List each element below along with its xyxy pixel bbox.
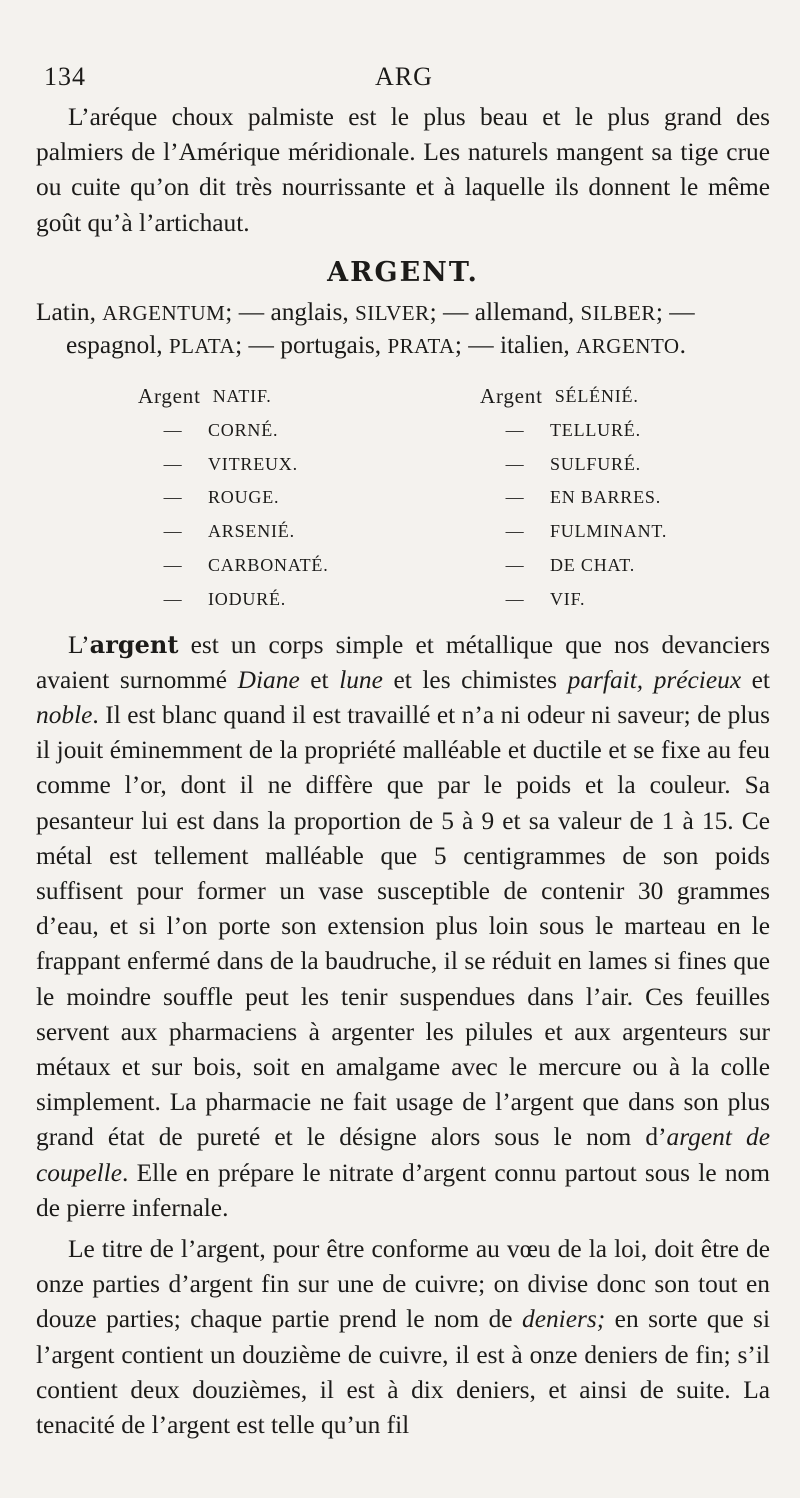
variety-name: DE CHAT. — [550, 555, 636, 575]
variety-name: VITREUX. — [208, 453, 298, 474]
italic-deniers: deniers; — [522, 1305, 606, 1334]
text-run: en sorte que si l’argent contient un douzième de cuivre, il est à onze deniers de fin; s’il contient deux douzièmes, il est à dix deniers, et ainsi de suite. La tenacité de l’argent est telle qu’un fil — [36, 1305, 770, 1440]
variety-row — [36, 549, 398, 583]
text-run: et les chimistes — [382, 665, 568, 694]
ditto-dash: — — [163, 453, 183, 474]
variety-row — [408, 448, 770, 482]
page-number: 134 — [44, 62, 86, 91]
page-header — [44, 62, 764, 92]
latin-name: ARGENTUM — [102, 301, 226, 326]
varieties-table — [36, 380, 770, 617]
main-paragraph — [36, 627, 770, 1226]
ditto-dash: — — [163, 555, 183, 575]
variety-row — [36, 515, 398, 549]
variety-name: SÉLÉNIÉ. — [554, 386, 639, 407]
variety-row — [408, 515, 770, 549]
spanish-name: PLATA — [168, 334, 236, 359]
variety-row — [36, 481, 398, 515]
names-line-1: Latin, ARGENTUM; — anglais, SILVER; — allemand, SILBER; — — [36, 298, 695, 327]
running-title: ARG — [375, 62, 433, 91]
entry-heading: ARGENT. — [327, 256, 479, 288]
variety-row — [36, 414, 398, 448]
variety-name: NATIF. — [212, 386, 272, 407]
italic-diane: Diane — [237, 665, 300, 694]
variety-name: SULFURÉ. — [550, 453, 641, 474]
variety-row — [408, 380, 770, 414]
variety-row — [408, 481, 770, 515]
names-line-2: espagnol, PLATA; — portugais, PRATA; — italien, ARGENTO. — [66, 331, 686, 360]
espagnol-word: espagnol — [66, 331, 157, 360]
page-body — [36, 100, 770, 1443]
variety-row — [36, 448, 398, 482]
latin-word: Latin — [36, 298, 90, 327]
ditto-dash: — — [505, 453, 525, 474]
variety-name: ROUGE. — [208, 487, 280, 508]
variety-name: FULMINANT. — [550, 521, 668, 542]
ditto-dash: — — [505, 555, 525, 575]
variety-name: TELLURÉ. — [550, 419, 641, 440]
variety-name: IODURÉ. — [208, 588, 287, 609]
varieties-left-column — [36, 380, 398, 617]
ditto-dash: — — [163, 487, 183, 508]
variety-head-word: Argent — [480, 384, 543, 409]
text-run: et — [741, 665, 770, 694]
english-name: SILVER — [355, 301, 430, 326]
anglais-word: anglais — [270, 298, 343, 327]
italian-name: ARGENTO — [576, 334, 680, 359]
italic-parfait: parfait, précieux — [567, 665, 742, 694]
language-names — [36, 296, 770, 362]
variety-name: EN BARRES. — [550, 487, 662, 508]
text-run: est un corps simple et métallique que nos devanciers avaient surnommé — [36, 630, 770, 694]
variety-row — [36, 583, 398, 617]
variety-name: CARBONATÉ. — [208, 555, 329, 575]
varieties-right-column — [408, 380, 770, 617]
ditto-dash: — — [505, 487, 525, 508]
portuguese-name: PRATA — [387, 334, 455, 359]
ditto-dash: — — [163, 521, 183, 542]
text-run: Le titre de l’argent, pour être conforme au vœu de la loi, doit être de onze parties d’argent fin sur une de cuivre; on divise donc son tout en douze parties; chaque partie prend le nom de — [36, 1235, 770, 1334]
variety-row — [408, 549, 770, 583]
variety-head-word: Argent — [138, 384, 201, 409]
bold-term-argent: argent — [89, 629, 179, 659]
german-name: SILBER — [580, 301, 656, 326]
ditto-dash: — — [505, 521, 525, 542]
variety-name: CORNÉ. — [208, 419, 279, 440]
ditto-dash: — — [163, 419, 183, 440]
text-run: et — [299, 665, 340, 694]
intro-paragraph: L’aréque choux palmiste est le plus beau et le plus grand des palmiers de l’Amérique méridionale. Les naturels mangent sa tige crue ou cuite qu’on dit très nourrissante et à laquelle ils donnent le même goût qu’à l’artichaut. — [36, 103, 770, 237]
italic-lune: lune — [339, 665, 383, 694]
variety-name: ARSENIÉ. — [208, 521, 295, 542]
italic-noble: noble — [36, 701, 93, 729]
titre-paragraph — [36, 1232, 770, 1443]
ditto-dash: — — [505, 588, 525, 609]
variety-row — [36, 380, 398, 414]
text-run: . Il est blanc quand il est travaillé et n’a ni odeur ni saveur; de plus il jouit éminemment de la propriété malléable et ductile et se fixe au feu comme l’or, dont il ne diffère que par le poids et la couleur. Sa pesanteur lui est dans la proportion de 5 à 9 et sa valeur de 1 à 15. Ce métal est tellement malléable que 5 centigrammes de son poids suffisent pour former un vase susceptible de contenir 30 grammes d’eau, et si l’on porte son extension plus loin sous le marteau en le frappant enfermé dans de la baudruche, il se réduit en lames si fines que le moindre souffle peut les tenir suspendues dans l’air. Ces feuilles servent aux pharmaciens à argenter les pilules et aux argenteurs sur métaux et sur bois, soit en amalgame avec le mercure ou à la colle simplement. La pharmacie ne fait usage de l’argent que dans son plus grand état de pureté et le désigne alors sous le nom d’ — [36, 701, 770, 1152]
text-run: . Elle en prépare le nitrate d’argent connu partout sous le nom de pierre infernale. — [36, 1158, 770, 1222]
ditto-dash: — — [163, 588, 183, 609]
variety-row — [408, 414, 770, 448]
italien-word: italien — [499, 331, 564, 360]
term-prefix: L’ — [68, 630, 90, 659]
variety-name: VIF. — [550, 588, 586, 609]
allemand-word: allemand — [474, 298, 568, 327]
italic-coupelle: argent de coupelle — [36, 1123, 770, 1187]
portugais-word: portugais — [280, 331, 375, 360]
ditto-dash: — — [505, 419, 525, 440]
variety-row — [408, 583, 770, 617]
